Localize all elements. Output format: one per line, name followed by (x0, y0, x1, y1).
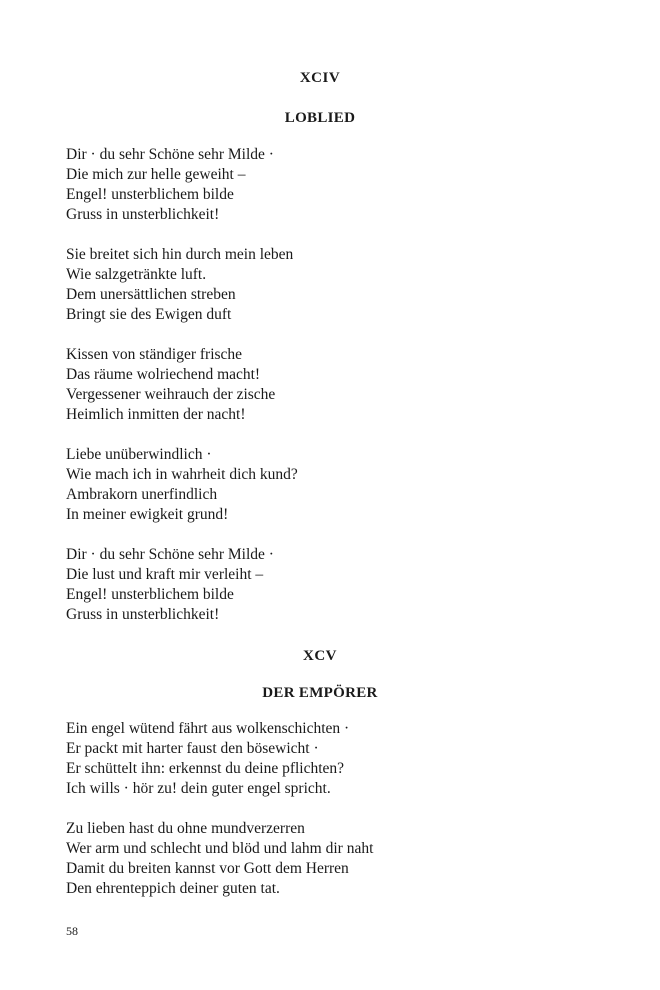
poem-body (66, 145, 576, 645)
stanza (66, 145, 576, 225)
verse-line: Vergessener weihrauch der zische (66, 386, 276, 403)
verse-line: Gruss in unsterblichkeit! (66, 606, 220, 623)
verse-line: Kissen von ständiger frische (66, 346, 243, 363)
stanza (66, 245, 576, 325)
verse-line: Wer arm und schlecht und blöd und lahm dir naht (66, 840, 374, 857)
verse-line: Dir · du sehr Schöne sehr Milde · (66, 546, 274, 563)
verse-line: Ein engel wütend fährt aus wolkenschichten · (66, 720, 350, 737)
poem-number: XCIV (299, 70, 341, 86)
verse-line: Den ehrenteppich deiner guten tat. (66, 880, 280, 897)
verse-line: Dir · du sehr Schöne sehr Milde · (66, 146, 274, 163)
verse-line: Ich wills · hör zu! dein guter engel spricht. (66, 780, 331, 797)
verse-line: Die mich zur helle geweiht – (66, 166, 246, 183)
verse-line: Gruss in unsterblichkeit! (66, 206, 220, 223)
stanza (66, 545, 576, 625)
poem-body (66, 719, 576, 919)
verse-line: Er packt mit harter faust den bösewicht · (66, 740, 319, 757)
verse-line: Er schüttelt ihn: erkennst du deine pflichten? (66, 760, 345, 777)
poem-number: XCV (303, 648, 337, 664)
verse-line: Sie breitet sich hin durch mein leben (66, 246, 294, 263)
poem-title: DER EMPÖRER (262, 685, 378, 701)
page-number: 58 (66, 924, 78, 938)
verse-line: Wie mach ich in wahrheit dich kund? (66, 466, 298, 483)
verse-line: Damit du breiten kannst vor Gott dem Herren (66, 860, 349, 877)
verse-line: Liebe unüberwindlich · (66, 446, 212, 463)
verse-line: Das räume wolriechend macht! (66, 366, 261, 383)
verse-line: Wie salzgetränkte luft. (66, 266, 207, 283)
verse-line: Die lust und kraft mir verleiht – (66, 566, 264, 583)
verse-line: Zu lieben hast du ohne mundverzerren (66, 820, 305, 837)
poem-title: LOBLIED (284, 110, 356, 126)
stanza (66, 445, 576, 525)
stanza (66, 345, 576, 425)
stanza (66, 719, 576, 799)
verse-line: Ambrakorn unerfindlich (66, 486, 218, 503)
verse-line: Heimlich inmitten der nacht! (66, 406, 246, 423)
verse-line: Engel! unsterblichem bilde (66, 186, 234, 203)
verse-line: In meiner ewigkeit grund! (66, 506, 229, 523)
verse-line: Engel! unsterblichem bilde (66, 586, 234, 603)
verse-line: Bringt sie des Ewigen duft (66, 306, 232, 323)
stanza (66, 819, 576, 899)
verse-line: Dem unersättlichen streben (66, 286, 236, 303)
